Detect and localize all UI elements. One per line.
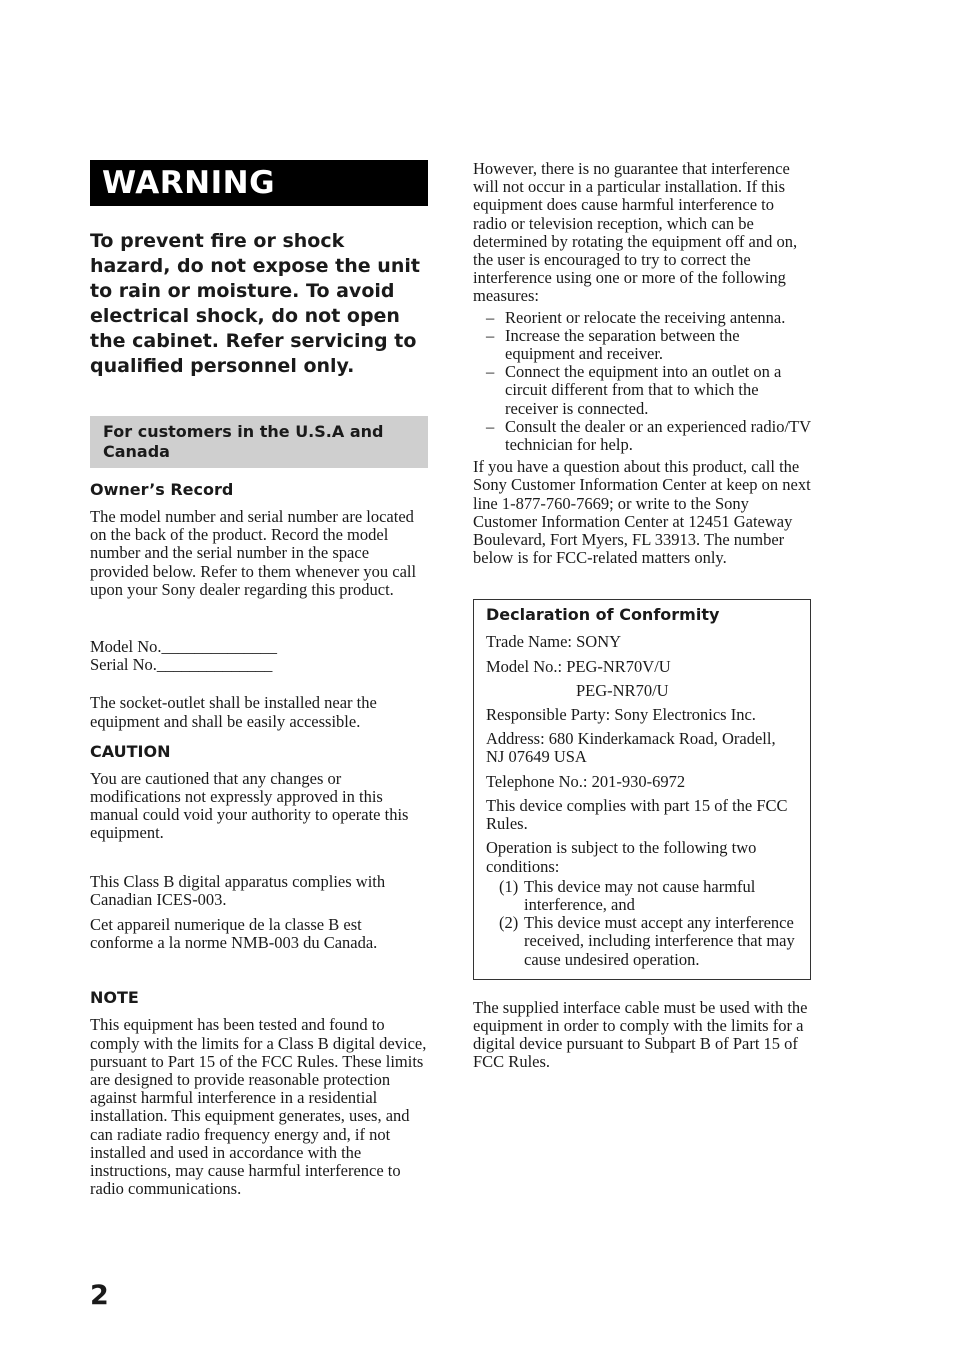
model-no-2: PEG-NR70/U xyxy=(576,680,669,700)
complies-text: This device complies with part 15 of the FCC Rules. xyxy=(486,795,788,834)
note-text: This equipment has been tested and found to comply with the limits for a Class B digital device, pursuant to Part 15 of the FCC Rules. These limits are designed to provide reasonable protection against harmful interference in a residential installation. This equipment generates, uses, and can radiate radio frequency energy and, if not installed and used in accordance with the instructions, may cause harmful interference to radio communications. xyxy=(90,1015,427,1199)
declaration-box xyxy=(473,599,811,979)
declaration-heading: Declaration of Conformity xyxy=(486,605,720,625)
usa-section-title: For customers in the U.S.A and Canada xyxy=(90,416,428,468)
canada-text-fr: Cet appareil numerique de la classe B est conforme a la norme NMB-003 du Canada. xyxy=(90,915,378,953)
model-number-line: Model No.______________ xyxy=(90,637,277,657)
responsible-party: Responsible Party: Sony Electronics Inc. xyxy=(486,705,756,725)
serial-number-line: Serial No.______________ xyxy=(90,655,273,675)
owners-record-text: The model number and serial number are located on the back of the product. Record the model number and the serial number in the space provided below. Refer to them whenever you call upon your Sony dealer regarding this product. xyxy=(90,507,417,599)
left-column xyxy=(90,160,428,1198)
operation-text: Operation is subject to the following two conditions: xyxy=(486,838,757,876)
warning-title: WARNING xyxy=(90,160,428,206)
list-item: (2) This device must accept any interference received, including interference that may cause undesired operation. xyxy=(499,913,795,969)
caution-text: You are cautioned that any changes or modifications not expressly approved in this manual could void your authority to operate this equipment. xyxy=(90,768,409,843)
contact-text: If you have a question about this product, call the Sony Customer Information Center at keep on next line 1-877-760-7669; or write to the Sony Customer Information Center at 12451 Gateway Boulevard, Fort Myers, FL 33913. The number below is for FCC-related matters only. xyxy=(473,457,811,568)
measures-list xyxy=(473,309,811,455)
note-heading: NOTE xyxy=(90,988,139,1008)
conditions-list xyxy=(486,878,798,969)
list-item: – Connect the equipment into an outlet on a circuit different from that to which the receiver is connected. xyxy=(486,362,782,418)
socket-outlet-text: The socket-outlet shall be installed near the equipment and shall be easily accessible. xyxy=(90,693,377,731)
address: Address: 680 Kinderkamack Road, Oradell, NJ 07649 USA xyxy=(486,729,776,767)
caution-heading: CAUTION xyxy=(90,741,171,761)
trade-name: Trade Name: SONY xyxy=(486,632,622,652)
warning-text: To prevent fire or shock hazard, do not expose the unit to rain or moisture. To avoid electrical shock, do not open the cabinet. Refer servicing to qualified personnel only. xyxy=(90,230,420,377)
owners-record-heading: Owner’s Record xyxy=(90,480,234,499)
model-no: Model No.: PEG-NR70V/U xyxy=(486,656,671,676)
telephone: Telephone No.: 201-930-6972 xyxy=(486,771,686,791)
list-item: – Consult the dealer or an experienced radio/TV technician for help. xyxy=(486,416,811,455)
list-item: – Reorient or relocate the receiving antenna. xyxy=(486,307,786,327)
canada-text-en: This Class B digital apparatus complies with Canadian ICES-003. xyxy=(90,871,386,909)
cable-text: The supplied interface cable must be used with the equipment in order to comply with the limits for a digital device pursuant to Subpart B of Part 15 of FCC Rules. xyxy=(473,997,808,1072)
interference-intro: However, there is no guarantee that interference will not occur in a particular installation. If this equipment does cause harmful interference to radio or television reception, which can be determined by rotating the equipment off and on, the user is encouraged to try to correct the interference using one or more of the following measures: xyxy=(473,159,798,306)
list-item: – Increase the separation between the equipment and receiver. xyxy=(486,325,740,364)
list-item: (1) This device may not cause harmful interference, and xyxy=(499,876,756,914)
right-column xyxy=(473,160,811,1072)
page-number: 2 xyxy=(90,1280,109,1311)
